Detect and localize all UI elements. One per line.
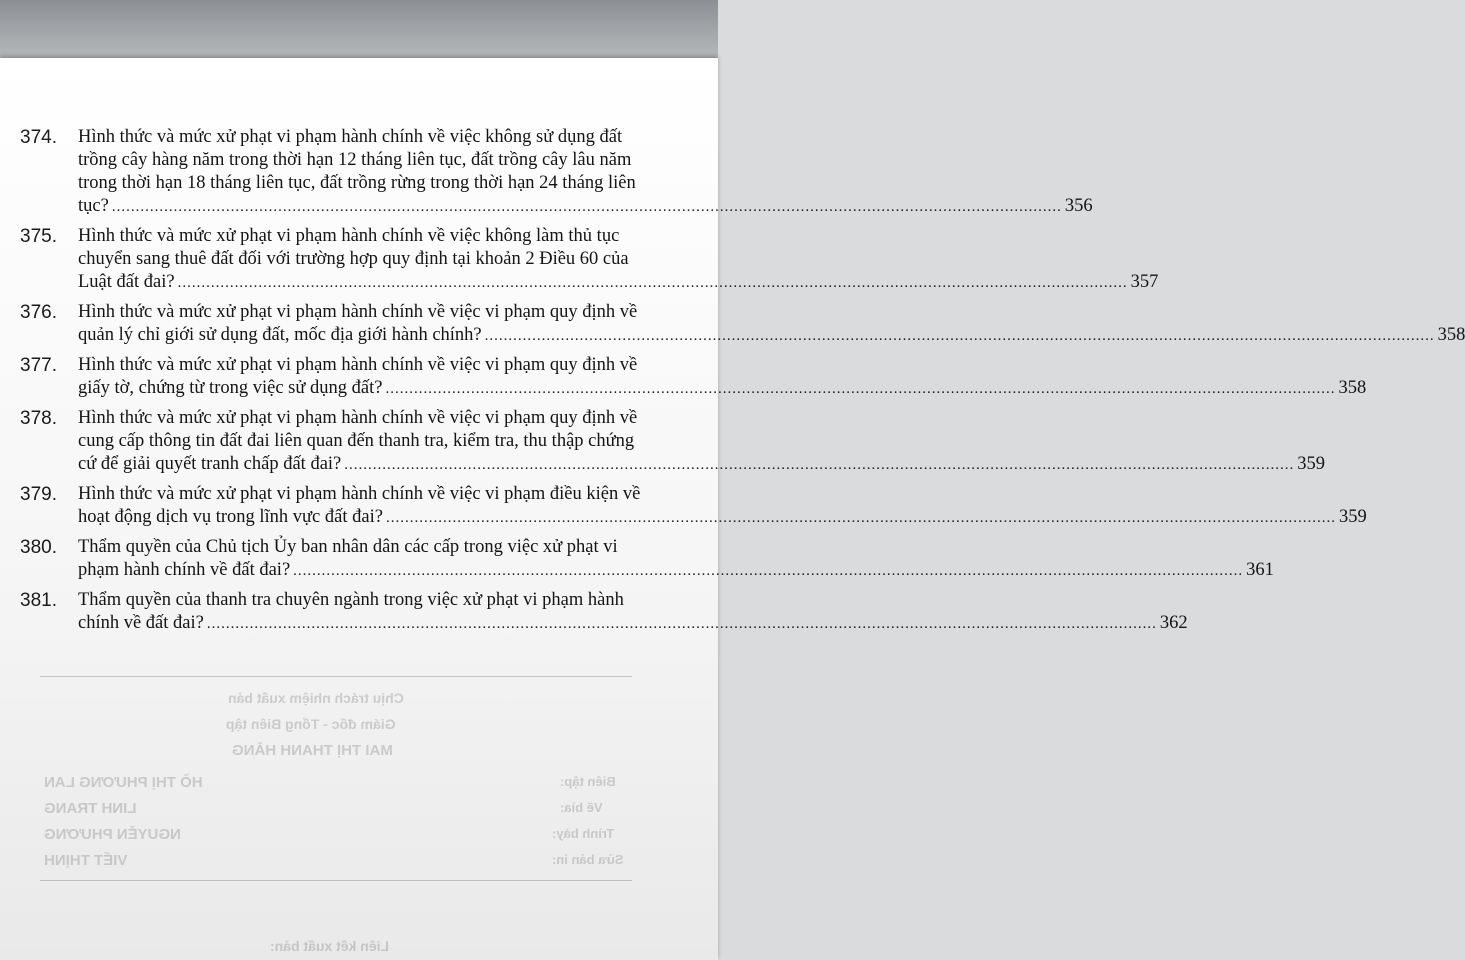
- entry-text-line: hoạt động dịch vụ trong lĩnh vực đất đai?: [78, 507, 383, 527]
- entry-last-line: [78, 612, 1188, 636]
- dot-leader: ........................................................................................................................................................................................................: [111, 199, 1062, 215]
- dot-leader: ........................................................................................................................................................................................................: [385, 381, 1336, 397]
- entry-text-line: Hình thức và mức xử phạt vi phạm hành chính về việc vi phạm quy định về: [78, 408, 638, 428]
- show-through-text: MAI THỊ THANH HẰNG: [232, 742, 393, 759]
- entry-text-line: chính về đất đai?: [78, 613, 204, 633]
- dot-leader: ........................................................................................................................................................................................................: [484, 328, 1435, 344]
- page-number: 361: [1246, 560, 1274, 580]
- entry-text-line: Hình thức và mức xử phạt vi phạm hành chính về việc vi phạm quy định về: [78, 355, 638, 375]
- show-through-text: Biên tập:: [560, 774, 616, 789]
- book-page: [0, 58, 1465, 960]
- entry-text-line: Hình thức và mức xử phạt vi phạm hành chính về việc vi phạm quy định về: [78, 302, 638, 322]
- entry-text-line: giấy tờ, chứng từ trong việc sử dụng đất?: [78, 378, 383, 398]
- entry-last-line: [78, 506, 1367, 530]
- page-number: 356: [1064, 196, 1093, 216]
- entry-last-line: [78, 559, 1274, 583]
- entry-number: 377.: [20, 355, 57, 376]
- entry-text-line: Luật đất đai?: [78, 272, 175, 292]
- entry-number: 378.: [20, 408, 57, 429]
- entry-text-line: trong thời hạn 18 tháng liên tục, đất trồng rừng trong thời hạn 24 tháng liên: [78, 173, 636, 193]
- show-through-text: VIẾT THỊNH: [44, 852, 128, 869]
- page-number: 358: [1437, 325, 1465, 345]
- page-number: 359: [1338, 507, 1367, 527]
- page-number: 358: [1338, 378, 1367, 398]
- entry-text-line: Hình thức và mức xử phạt vi phạm hành chính về việc vi phạm điều kiện về: [78, 484, 641, 504]
- entry-number: 374.: [20, 127, 57, 148]
- toc-entry: [0, 589, 1188, 636]
- entry-text-line: Hình thức và mức xử phạt vi phạm hành chính về việc không làm thủ tục: [78, 226, 620, 246]
- table-background: [0, 0, 718, 62]
- dot-leader: ........................................................................................................................................................................................................: [206, 616, 1157, 632]
- page-number: 357: [1130, 272, 1159, 292]
- entry-text-line: quản lý chỉ giới sử dụng đất, mốc địa giới hành chính?: [78, 325, 482, 345]
- toc-entry: [0, 483, 1367, 530]
- show-through-text: Chịu trách nhiệm xuất bản: [228, 690, 404, 706]
- entry-text-line: Thẩm quyền của thanh tra chuyên ngành trong việc xử phạt vi phạm hành: [78, 590, 624, 610]
- entry-text-line: Hình thức và mức xử phạt vi phạm hành chính về việc không sử dụng đất: [78, 127, 623, 147]
- show-through-text: Sửa bản in:: [552, 852, 624, 867]
- show-through-text: Giám đốc - Tổng Biên tập: [226, 716, 396, 732]
- entry-text-line: phạm hành chính về đất đai?: [78, 560, 291, 580]
- show-through-text: NGUYỄN PHƯƠNG: [44, 826, 181, 843]
- toc-entry: [0, 407, 1326, 477]
- entry-last-line: [78, 324, 1465, 348]
- entry-last-line: [78, 453, 1326, 477]
- entry-number: 381.: [20, 590, 57, 611]
- page-number: 362: [1159, 613, 1188, 633]
- dot-leader: ........................................................................................................................................................................................................: [385, 510, 1336, 526]
- toc-entry: [0, 126, 1093, 219]
- entry-last-line: [78, 195, 1093, 219]
- show-through-text: Liên kết xuất bản:: [270, 938, 390, 954]
- table-of-contents: [0, 126, 1465, 642]
- show-through-rule-top: [40, 676, 632, 677]
- toc-entry: [0, 536, 1274, 583]
- entry-text-line: chuyển sang thuê đất đối với trường hợp quy định tại khoản 2 Điều 60 của: [78, 249, 629, 269]
- entry-number: 380.: [20, 537, 57, 558]
- page-number: 359: [1297, 454, 1326, 474]
- show-through-text: HỒ THỊ PHƯƠNG LAN: [44, 774, 203, 791]
- entry-text-line: Thẩm quyền của Chủ tịch Ủy ban nhân dân các cấp trong việc xử phạt vi: [78, 537, 618, 557]
- entry-text-line: trồng cây hàng năm trong thời hạn 12 tháng liên tục, đất trồng cây lâu năm: [78, 150, 632, 170]
- toc-entry: [0, 225, 1159, 295]
- entry-number: 376.: [20, 302, 57, 323]
- dot-leader: ........................................................................................................................................................................................................: [293, 563, 1244, 579]
- entry-text-line: tục?: [78, 196, 109, 216]
- entry-number: 379.: [20, 484, 57, 505]
- toc-entry: [0, 301, 1465, 348]
- show-through-text: LINH TRANG: [44, 800, 137, 817]
- dot-leader: ........................................................................................................................................................................................................: [344, 457, 1295, 473]
- show-through-rule-bottom: [40, 880, 632, 881]
- entry-number: 375.: [20, 226, 57, 247]
- entry-last-line: [78, 377, 1367, 401]
- toc-entry: [0, 354, 1367, 401]
- entry-text-line: cung cấp thông tin đất đai liên quan đến thanh tra, kiểm tra, thu thập chứng: [78, 431, 635, 451]
- entry-text-line: cứ để giải quyết tranh chấp đất đai?: [78, 454, 342, 474]
- dot-leader: ........................................................................................................................................................................................................: [177, 275, 1128, 291]
- entry-last-line: [78, 271, 1159, 295]
- show-through-text: Vẽ bìa:: [560, 800, 603, 815]
- show-through-text: Trình bày:: [552, 826, 615, 841]
